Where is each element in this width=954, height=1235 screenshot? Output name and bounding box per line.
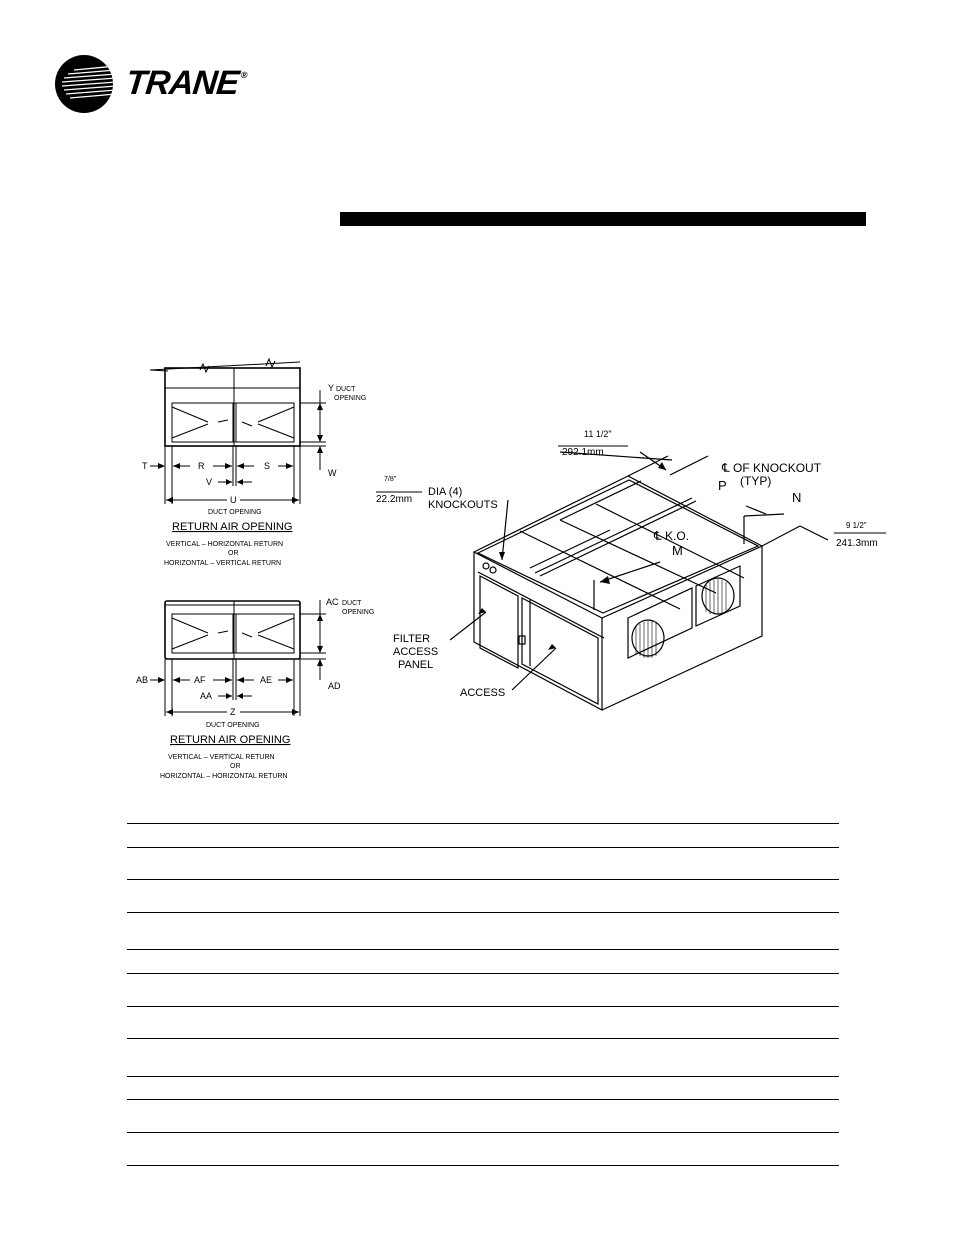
dim-z-caption: DUCT OPENING xyxy=(206,722,260,729)
table-line xyxy=(127,1132,839,1133)
dim-11-mm-label: 292.1mm xyxy=(562,447,604,458)
top-caption-or: OR xyxy=(228,550,239,557)
dim-y-opening-label: OPENING xyxy=(334,395,367,402)
table-line xyxy=(127,912,839,913)
brand-name: TRANE® xyxy=(124,64,248,102)
dim-78-mm-label: 22.2mm xyxy=(376,494,413,505)
table-line xyxy=(127,1099,839,1100)
dim-9-in-label: 9 1/2" xyxy=(846,521,867,530)
dim-ae-label: AE xyxy=(260,675,273,685)
dim-y-duct-label: DUCT xyxy=(336,386,356,393)
isometric-unit-drawing xyxy=(450,452,828,710)
table-line xyxy=(127,847,839,848)
dim-11-in-label: 11 1/2" xyxy=(584,429,612,439)
dim-n-label: N xyxy=(792,490,802,505)
dim-t-label: T xyxy=(142,461,148,471)
dim-w-label: W xyxy=(328,468,337,478)
bottom-caption-or: OR xyxy=(230,763,241,770)
dim-af-label: AF xyxy=(194,675,206,685)
dim-v-label: V xyxy=(206,477,213,487)
table-line xyxy=(127,1076,839,1077)
dim-ac-opening-label: OPENING xyxy=(342,609,375,616)
dim-ad-label: AD xyxy=(328,681,341,691)
filter-access-label: ACCESS xyxy=(393,646,439,658)
dim-y-label: Y xyxy=(328,383,335,393)
dim-ac-label: AC xyxy=(326,597,339,607)
dim-p-label: P xyxy=(718,478,727,493)
bottom-caption-line1: VERTICAL – VERTICAL RETURN xyxy=(168,754,275,761)
table-line xyxy=(127,1038,839,1039)
filter-label: FILTER xyxy=(393,633,431,645)
dim-78-in-label: 7/8" xyxy=(384,476,397,483)
return-air-opening-bottom-drawing xyxy=(150,600,326,716)
typ-label: (TYP) xyxy=(740,474,772,488)
knockouts-label: KNOCKOUTS xyxy=(428,499,498,511)
dim-m-label: M xyxy=(672,543,683,558)
table-line xyxy=(127,949,839,950)
dim-u-caption: DUCT OPENING xyxy=(208,509,262,516)
dim-9-mm-label: 241.3mm xyxy=(836,538,878,549)
dim-u-label: U xyxy=(230,495,237,505)
table-line xyxy=(127,879,839,880)
dim-r-label: R xyxy=(198,461,205,471)
table-line xyxy=(127,823,839,824)
dim-ac-duct-label: DUCT xyxy=(342,600,362,607)
dia-label: DIA (4) xyxy=(428,486,463,498)
table-line xyxy=(127,973,839,974)
bottom-caption: RETURN AIR OPENING xyxy=(170,734,291,746)
dim-s-label: S xyxy=(264,461,271,471)
access-label: ACCESS xyxy=(460,687,506,699)
top-caption-line1: VERTICAL – HORIZONTAL RETURN xyxy=(166,541,284,548)
panel-label: PANEL xyxy=(398,659,434,671)
table-line xyxy=(127,1006,839,1007)
dim-ab-label: AB xyxy=(136,675,149,685)
top-caption-line2: HORIZONTAL – VERTICAL RETURN xyxy=(164,560,282,567)
cl-knockout-label: ℄ OF KNOCKOUT xyxy=(722,461,822,475)
dim-z-label: Z xyxy=(230,707,236,717)
bottom-caption-line2: HORIZONTAL – HORIZONTAL RETURN xyxy=(160,773,288,780)
table-line xyxy=(127,1165,839,1166)
top-caption: RETURN AIR OPENING xyxy=(172,521,293,533)
dim-aa-label: AA xyxy=(200,691,213,701)
cl-ko-label: ℄ K.O. xyxy=(654,529,690,543)
